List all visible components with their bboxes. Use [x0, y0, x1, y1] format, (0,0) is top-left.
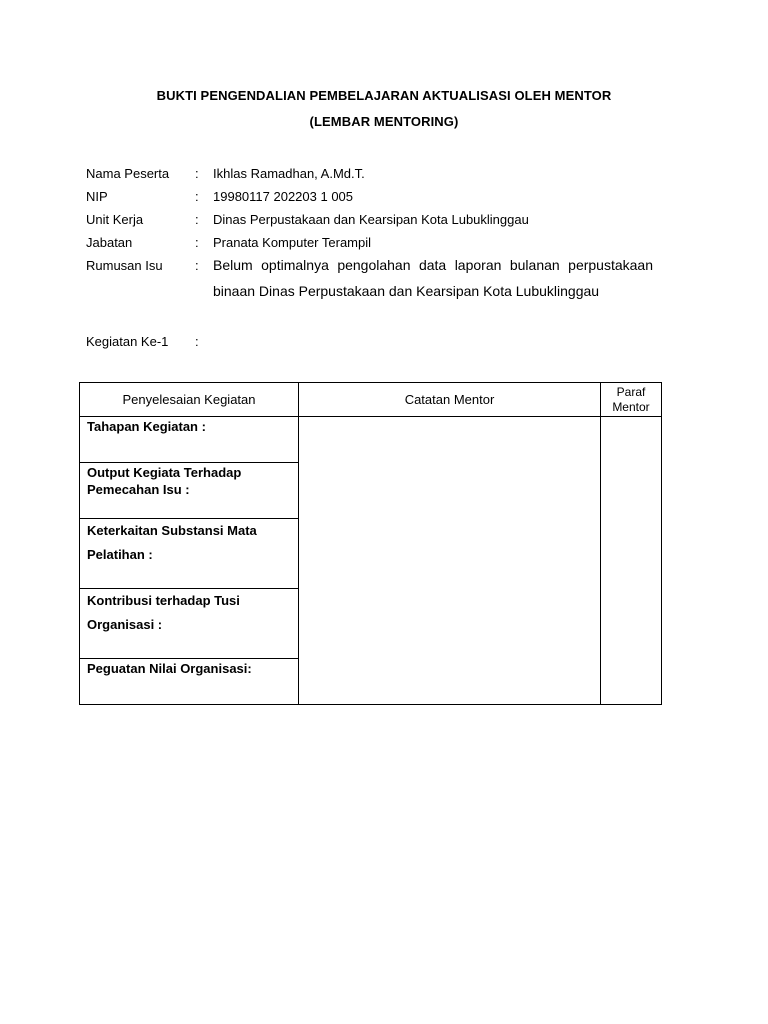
document-title: BUKTI PENGENDALIAN PEMBELAJARAN AKTUALISASI OLEH MENTOR [156, 88, 612, 103]
field-colon: : [195, 334, 199, 349]
row-label-cell [80, 417, 299, 463]
field-colon: : [195, 189, 199, 204]
row-label: Kontribusi terhadap Tusi Organisasi : [87, 593, 240, 632]
row-label-cell [80, 659, 299, 705]
field-colon: : [195, 235, 199, 250]
field-value: Dinas Perpustakaan dan Kearsipan Kota Lubuklinggau [213, 212, 529, 227]
row-label-cell [80, 589, 299, 659]
field-colon: : [195, 166, 199, 181]
row-label-cell [80, 519, 299, 589]
row-label: Tahapan Kegiatan : [87, 419, 206, 434]
mentoring-table [79, 382, 662, 705]
field-colon: : [195, 212, 199, 227]
field-value: Ikhlas Ramadhan, A.Md.T. [213, 166, 365, 181]
document-subtitle: (LEMBAR MENTORING) [309, 114, 459, 129]
row-label: Peguatan Nilai Organisasi: [87, 661, 252, 676]
field-label: Jabatan [86, 235, 133, 250]
table-row [80, 417, 662, 463]
row-label-cell [80, 463, 299, 519]
row-label: Keterkaitan Substansi Mata Pelatihan : [87, 523, 257, 562]
field-label: Kegiatan Ke-1 [86, 334, 169, 349]
field-value: 19980117 202203 1 005 [213, 189, 354, 204]
header-penyelesaian-kegiatan: Penyelesaian Kegiatan [80, 383, 299, 417]
paraf-mentor-cell [601, 417, 662, 705]
field-label: Nama Peserta [86, 166, 170, 181]
field-label: Unit Kerja [86, 212, 144, 227]
header-paraf-mentor: Paraf Mentor [601, 383, 662, 417]
header-catatan-mentor: Catatan Mentor [299, 383, 601, 417]
row-label: Output Kegiata Terhadap Pemecahan Isu : [87, 465, 242, 497]
field-label: NIP [86, 189, 108, 204]
field-colon: : [195, 258, 199, 273]
catatan-mentor-cell [299, 417, 601, 705]
field-value: Pranata Komputer Terampil [213, 235, 372, 250]
field-label: Rumusan Isu [86, 258, 163, 273]
field-value: Belum optimalnya pengolahan data laporan bulanan perpustakaan binaan Dinas Perpustakaan dan Kearsipan Kota Lubuklinggau [213, 257, 653, 299]
table-header-row [80, 383, 662, 417]
